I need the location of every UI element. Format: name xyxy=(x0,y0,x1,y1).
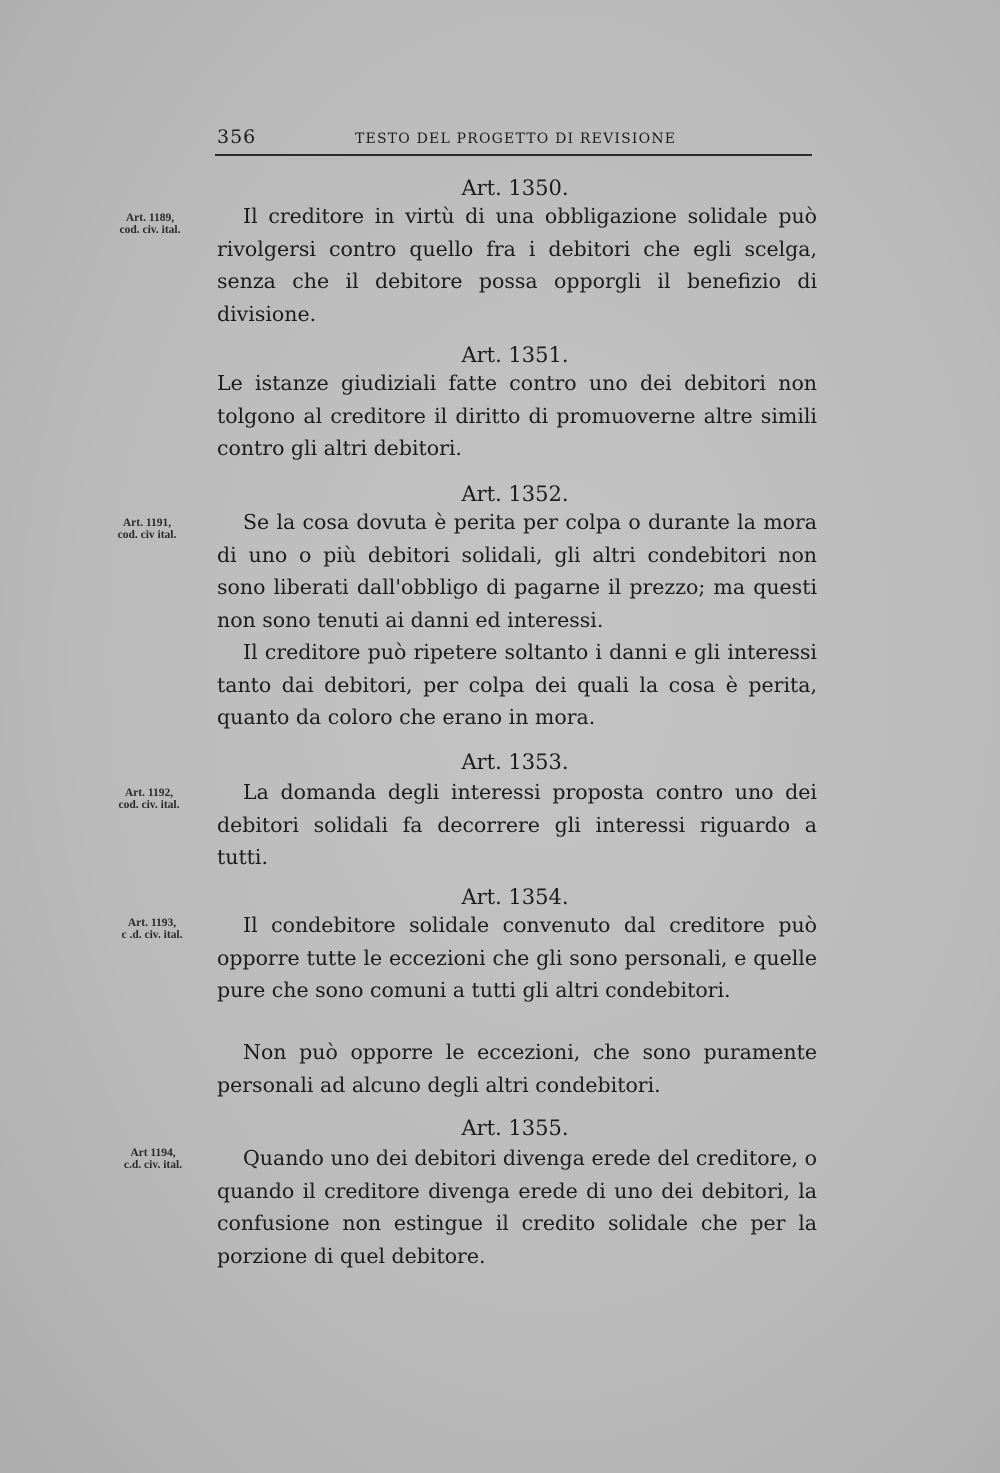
margin-note-line: cod. civ. ital. xyxy=(118,799,180,811)
article-paragraph: Il creditore in virtù di una obbligazione solidale può rivolgersi contro quello fra i debitori che egli scelga, senza che il debitore possa opporgli il benefizio di divisione. xyxy=(217,204,817,326)
margin-note-line: c.d. civ. ital. xyxy=(123,1159,183,1171)
article-heading: Art. 1355. xyxy=(461,1116,569,1140)
article-paragraph: Il creditore può ripetere soltanto i danni e gli interessi tanto dai debitori, per colpa dei quali la cosa è perita, quanto da coloro che erano in mora. xyxy=(217,640,817,729)
article-heading: Art. 1351. xyxy=(461,343,569,367)
margin-note-art-1194 xyxy=(98,1147,208,1171)
article-paragraph: Il condebitore solidale convenuto dal creditore può opporre tutte le eccezioni che gli sono personali, e quelle pure che sono comuni a tutti gli altri condebitori. xyxy=(217,913,817,1002)
margin-note-line: Art. 1191, xyxy=(122,517,172,529)
margin-note-line: Art. 1193, xyxy=(127,917,177,929)
margin-note-line: c .d. civ. ital. xyxy=(121,929,183,941)
margin-note-line: Art 1194, xyxy=(130,1147,176,1159)
article-heading: Art. 1354. xyxy=(461,885,569,909)
article-paragraph: Le istanze giudiziali fatte contro uno dei debitori non tolgono al creditore il diritto di promuoverne altre simili contro gli altri debitori. xyxy=(217,371,817,460)
margin-note-line: Art. 1189, xyxy=(125,212,175,224)
article-heading: Art. 1350. xyxy=(461,176,569,200)
margin-note-art-1191 xyxy=(92,517,202,541)
header-rule xyxy=(215,154,812,156)
margin-note-line: Art. 1192, xyxy=(124,787,174,799)
article-heading: Art. 1352. xyxy=(461,482,569,506)
article-paragraph: La domanda degli interessi proposta contro uno dei debitori solidali fa decorrere gli interessi riguardo a tutti. xyxy=(217,780,817,869)
article-paragraph: Non può opporre le eccezioni, che sono puramente personali ad alcuno degli altri condebitori. xyxy=(217,1040,817,1097)
page-number: 356 xyxy=(217,126,257,148)
article-paragraph: Se la cosa dovuta è perita per colpa o durante la mora di uno o più debitori solidali, gli altri condebitori non sono liberati dall'obbligo di pagarne il prezzo; ma questi non sono tenuti ai danni ed interessi. xyxy=(217,510,817,632)
article-paragraph: Quando uno dei debitori divenga erede del creditore, o quando il creditore divenga erede di uno dei debitori, la confusione non estingue il credito solidale che per la porzione di quel debitore. xyxy=(217,1146,817,1268)
article-heading: Art. 1353. xyxy=(461,750,569,774)
margin-note-art-1193 xyxy=(97,917,207,941)
margin-note-art-1192 xyxy=(94,787,204,811)
margin-note-line: cod. civ. ital. xyxy=(119,224,181,236)
running-title: TESTO DEL PROGETTO DI REVISIONE xyxy=(355,131,677,147)
margin-note-art-1189 xyxy=(95,212,205,236)
margin-note-line: cod. civ ital. xyxy=(117,529,177,541)
